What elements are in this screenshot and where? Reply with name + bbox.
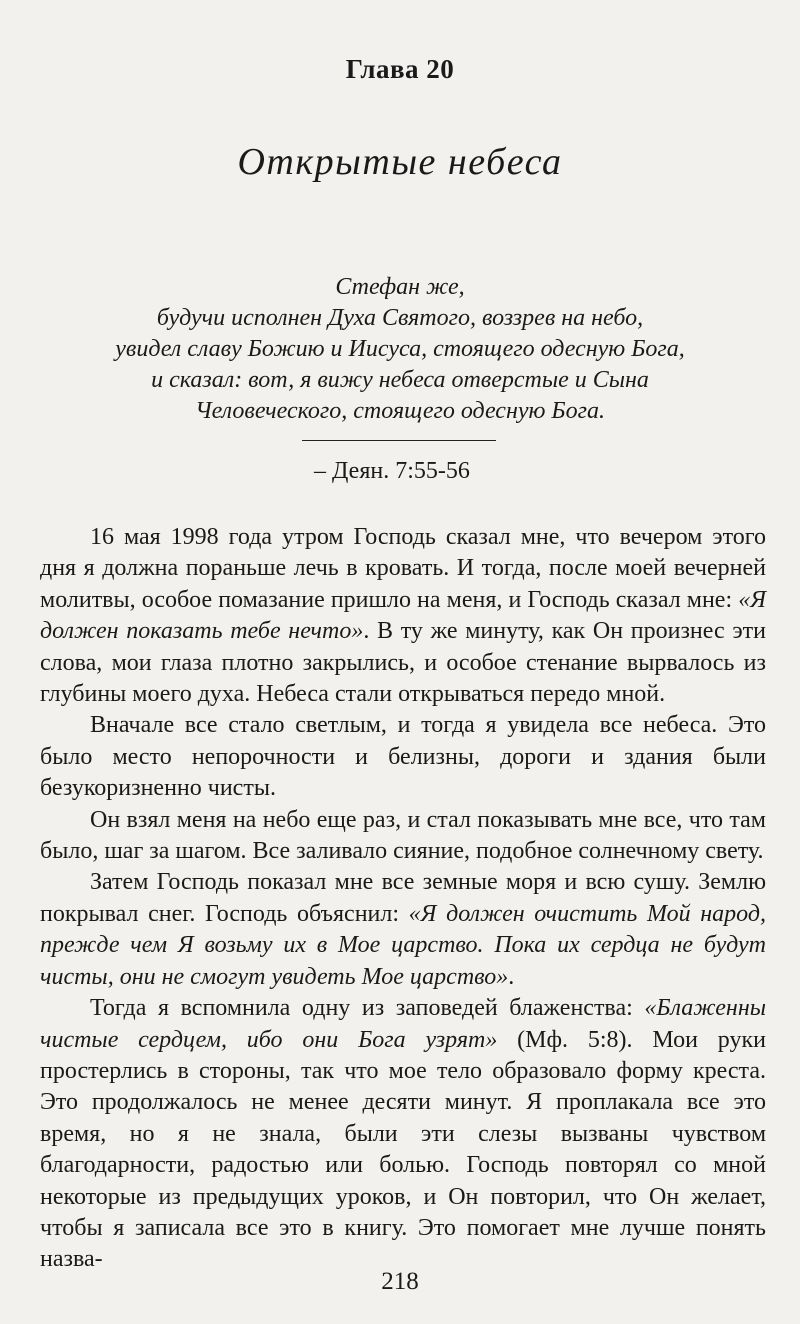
chapter-label: Глава 20: [345, 54, 455, 84]
body-text: [40, 522, 766, 1276]
quote-text: «Блаженны чистые сердцем, ибо они Бога узрят»: [40, 995, 766, 1053]
epigraph-line: Стефан же,: [335, 274, 465, 300]
paragraph: [40, 867, 766, 993]
epigraph-line: и сказал: вот, я вижу небеса отверстые и Сына: [151, 367, 649, 393]
page-number: 218: [381, 1268, 419, 1295]
chapter-title: Открытые небеса: [237, 141, 563, 183]
paragraph-text: . В ту же минуту, как Он произнес эти слова, мои глаза плотно закрылись, и особое стенание вырвалось из глубины моего духа. Небеса стали открываться передо мной.: [40, 618, 767, 708]
paragraph-text: .: [508, 963, 515, 990]
quote-text: «Я должен очистить Мой народ, прежде чем Я возьму их в Мое царство. Пока их сердца не будут чисты, они не смогут увидеть Мое царство»: [40, 900, 766, 990]
paragraph: [40, 522, 766, 710]
epigraph-divider: [302, 440, 496, 441]
epigraph-line: будучи исполнен Духа Святого, воззрев на небо,: [156, 305, 644, 331]
epigraph-source: – Деян. 7:55-56: [314, 458, 470, 484]
paragraph: Вначале все стало светлым, и тогда я увидела все небеса. Это было место непорочности и белизны, дороги и здания были безукоризненно чисты.: [40, 712, 766, 802]
paragraph-text: Тогда я вспомнила одну из заповедей блаженства:: [90, 995, 645, 1022]
epigraph-line: увидел славу Божию и Иисуса, стоящего одесную Бога,: [115, 336, 685, 362]
paragraph: [40, 993, 766, 1276]
paragraph-text: Затем Господь показал мне все земные моря и всю сушу. Землю покрывал снег. Господь объяснил:: [40, 869, 766, 927]
epigraph: [0, 272, 800, 427]
paragraph-text: (Мф. 5:8). Мои руки простерлись в стороны, так что мое тело образовало форму креста. Это продолжалось не менее десяти минут. Я проплакала все это время, но я не знала, были эти слезы вызваны чувством благодарности, радостью или болью. Господь повторял со мной некоторые из предыдущих уроков, и Он повторил, что Он желает, чтобы я записала все это в книгу. Это помогает мне лучше понять назва-: [40, 1026, 766, 1273]
epigraph-line: Человеческого, стоящего одесную Бога.: [195, 398, 605, 424]
quote-text: «Я должен показать тебе нечто»: [40, 586, 766, 645]
paragraph: Он взял меня на небо еще раз, и стал показывать мне все, что там было, шаг за шагом. Все заливало сияние, подобное солнечному свету.: [40, 806, 766, 865]
paragraph-text: 16 мая 1998 года утром Господь сказал мне, что вечером этого дня я должна пораньше лечь в кровать. И тогда, после моей вечерней молитвы, особое помазание пришло на меня, и Господь сказал мне:: [40, 524, 766, 613]
